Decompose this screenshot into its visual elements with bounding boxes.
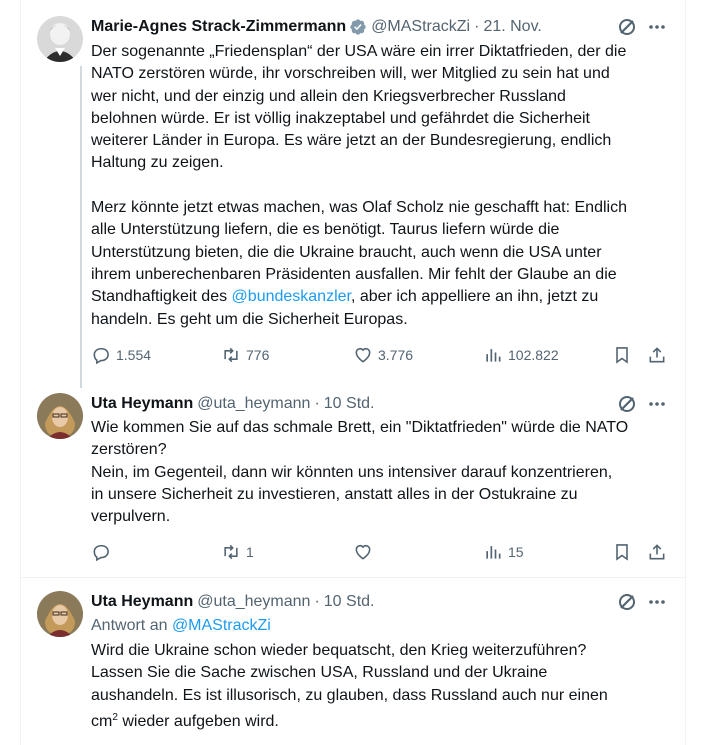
bookmark-button[interactable] xyxy=(612,541,632,563)
views-icon xyxy=(483,345,503,365)
author-handle[interactable]: @uta_heymann xyxy=(197,593,311,610)
text-line: alle Unterstützung liefern, die es benötigt. Taurus liefern würde die xyxy=(91,221,560,239)
text-line: NATO zerstören würde, ihr vorschreiben will, wer Mitglied zu sein hat und xyxy=(91,65,610,83)
bookmark-icon xyxy=(612,345,632,365)
repost-count: 1 xyxy=(246,544,254,560)
reply-icon xyxy=(91,542,111,562)
text-segment: cm xyxy=(91,712,113,730)
text-line: handeln. Es geht um die Sicherheit Europas. xyxy=(91,310,408,328)
more-options-icon[interactable] xyxy=(647,592,667,612)
author-name[interactable]: Uta Heymann xyxy=(91,395,194,412)
author-handle[interactable]: @uta_heymann xyxy=(197,395,311,412)
text-line: Merz könnte jetzt etwas machen, was Olaf Scholz nie geschafft hat: Endlich xyxy=(91,199,627,217)
views-button[interactable] xyxy=(483,541,524,563)
author-name[interactable]: Marie-Agnes Strack-Zimmermann xyxy=(91,18,347,35)
author-handle[interactable]: @MAStrackZi xyxy=(371,18,471,35)
text-line: aushandeln. Es ist illusorisch, zu glauben, dass Russland auch nur einen xyxy=(91,686,608,704)
text-line: wer nicht, und der einzig und allein den Kriegsverbrecher Russland xyxy=(91,87,566,105)
repost-button[interactable] xyxy=(221,541,254,563)
text-segment: Standhaftigkeit des xyxy=(91,288,228,306)
text-segment: wieder aufgeben wird. xyxy=(117,712,279,730)
reply-icon xyxy=(91,345,111,365)
share-icon xyxy=(647,345,667,365)
tweet-text xyxy=(91,417,671,528)
heart-icon xyxy=(353,542,373,562)
grok-icon[interactable] xyxy=(617,592,637,612)
text-segment: , aber ich appelliere an ihn, jetzt zu xyxy=(350,288,599,306)
tweet-text xyxy=(91,41,671,331)
action-bar xyxy=(91,344,671,366)
reply-button[interactable] xyxy=(91,344,151,366)
text-line: Lassen Sie die Sache zwischen USA, Russland und der Ukraine xyxy=(91,664,548,682)
repost-icon xyxy=(221,345,241,365)
share-icon xyxy=(647,542,667,562)
verified-badge-icon xyxy=(349,18,367,36)
share-button[interactable] xyxy=(647,541,667,563)
reply-to-mention[interactable]: @MAStrackZi xyxy=(171,617,271,634)
timestamp[interactable]: 10 Std. xyxy=(323,593,375,610)
heart-icon xyxy=(353,345,373,365)
more-options-icon[interactable] xyxy=(647,394,667,414)
superscript: 2 xyxy=(112,711,118,723)
more-options-icon[interactable] xyxy=(647,17,667,37)
text-line: in unsere Sicherheit zu investieren, anstatt alles in der Ostukraine zu xyxy=(91,485,578,503)
share-button[interactable] xyxy=(647,344,667,366)
tweet-text xyxy=(91,640,671,733)
paragraph-gap xyxy=(91,175,671,197)
separator-dot: · xyxy=(314,395,320,412)
like-count: 3.776 xyxy=(378,347,414,363)
reply-button[interactable] xyxy=(91,541,116,563)
repost-button[interactable] xyxy=(221,344,269,366)
grok-icon[interactable] xyxy=(617,17,637,37)
reply-count: 1.554 xyxy=(116,347,152,363)
text-line: Unterstützung bieten, die die Ukraine braucht, auch wenn die USA unter xyxy=(91,243,602,261)
reply-context xyxy=(91,617,271,635)
author-name[interactable]: Uta Heymann xyxy=(91,593,194,610)
timestamp[interactable]: 21. Nov. xyxy=(483,18,542,35)
views-count: 102.822 xyxy=(508,347,559,363)
like-button[interactable] xyxy=(353,344,413,366)
text-line xyxy=(91,286,671,308)
views-button[interactable] xyxy=(483,344,559,366)
repost-icon xyxy=(221,542,241,562)
text-line: Nein, im Gegenteil, dann wir könnten uns intensiver darauf konzentrieren, xyxy=(91,463,613,481)
text-line: verpulvern. xyxy=(91,508,171,526)
repost-count: 776 xyxy=(246,347,270,363)
text-line: belohnen würde. Er ist völlig inakzeptabel und gefährdet die Sicherheit xyxy=(91,109,590,127)
avatar[interactable] xyxy=(37,16,83,62)
separator-dot: · xyxy=(474,18,480,35)
bookmark-icon xyxy=(612,542,632,562)
avatar[interactable] xyxy=(37,591,83,637)
bookmark-button[interactable] xyxy=(612,344,632,366)
thread-line xyxy=(80,66,82,388)
views-count: 15 xyxy=(508,544,524,560)
views-icon xyxy=(483,542,503,562)
tweet-reply-heymann-1[interactable] xyxy=(20,390,686,577)
text-line: Haltung zu zeigen. xyxy=(91,154,224,172)
text-line: Wie kommen Sie auf das schmale Brett, ein "Diktatfrieden" würde die NATO xyxy=(91,419,629,436)
text-line: ihrem unberechenbaren Präsidenten ausfallen. Mir fehlt der Glaube an die xyxy=(91,265,617,283)
text-line: Der sogenannte „Friedensplan“ der USA wäre ein irrer Diktatfrieden, der die xyxy=(91,43,627,60)
mention-link[interactable]: @bundeskanzler xyxy=(231,288,351,306)
text-line: weiterer Länder in Europa. Es wäre jetzt an der Bundesregierung, endlich xyxy=(91,132,612,150)
text-line: zerstören? xyxy=(91,441,167,459)
timestamp[interactable]: 10 Std. xyxy=(323,395,375,412)
reply-prefix: Antwort an xyxy=(91,617,168,634)
text-line: Wird die Ukraine schon wieder bequatscht, den Krieg weiterzuführen? xyxy=(91,642,587,659)
grok-icon[interactable] xyxy=(617,394,637,414)
separator-dot: · xyxy=(314,593,320,610)
tweet-reply-heymann-2[interactable] xyxy=(20,578,686,745)
text-line xyxy=(91,707,671,733)
tweet-strack-zimmermann[interactable] xyxy=(20,0,686,390)
action-bar xyxy=(91,541,671,563)
like-button[interactable] xyxy=(353,541,378,563)
avatar[interactable] xyxy=(37,393,83,439)
